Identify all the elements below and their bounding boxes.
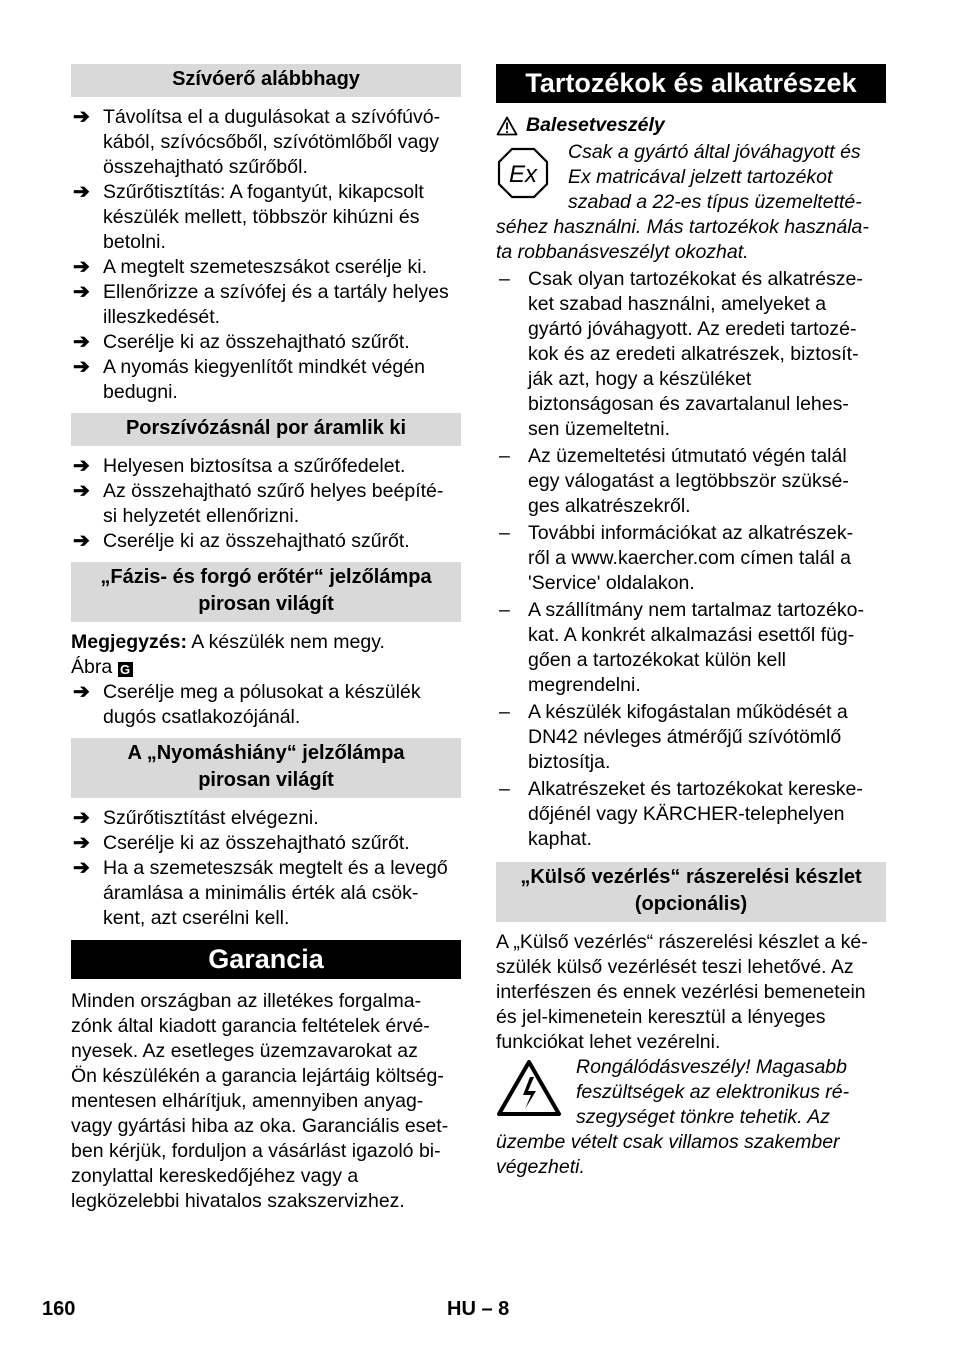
figure-prefix: Ábra	[71, 656, 118, 678]
list-item-line: dugós csatlakozójánál.	[103, 706, 301, 728]
list-item	[71, 105, 461, 180]
text-line: Csak a gyártó által jóváhagyott és	[568, 141, 861, 163]
list-item-line: egy válogatást a legtöbbször szüksé-	[528, 470, 849, 492]
list-item-line: kent, azt cserélni kell.	[103, 907, 290, 929]
language-page-indicator: HU – 8	[447, 1298, 510, 1320]
list-item-line: Szűrőtisztítást elvégezni.	[103, 807, 319, 829]
text-line: séhez használni. Más tartozékok használa-	[496, 216, 869, 238]
list-item-line: bedugni.	[103, 381, 178, 403]
dash-bullet: –	[499, 701, 510, 723]
warning-triangle-icon	[496, 116, 518, 136]
list-item-line: áramlása a minimális érték alá csök-	[103, 882, 419, 904]
list-item-line: Ellenőrizze a szívófej és a tartály helyes	[103, 281, 449, 303]
list-item-line: Szűrőtisztítás: A fogantyút, kikapcsolt	[103, 181, 424, 203]
list-item	[71, 255, 461, 280]
text-line: zónk által kiadott garancia feltételek érvé-	[71, 1015, 430, 1037]
dash-bullet: –	[499, 599, 510, 621]
heading-line: „Fázis- és forgó erőtér“ jelzőlámpa	[100, 566, 432, 588]
section-heading-phase-lamp	[71, 562, 461, 622]
dash-bullet: –	[499, 268, 510, 290]
list-item-line: A megtelt szemeteszsákot cserélje ki.	[103, 256, 428, 278]
list-item	[496, 777, 886, 852]
list-item-line: kából, szívócsőből, szívótömlőből vagy	[103, 131, 439, 153]
text-line: zonylattal kereskedőjéhez vagy a	[71, 1165, 359, 1187]
text-line: Rongálódásveszély! Magasabb	[576, 1056, 848, 1078]
figure-letter-badge: G	[118, 662, 133, 677]
list-item-line: Cserélje ki az összehajtható szűrőt.	[103, 530, 410, 552]
dust-list	[71, 454, 461, 554]
list-item-line: A szállítmány nem tartalmaz tartozéko-	[528, 599, 864, 621]
text-line: szegységet tönkre tehetik. Az	[576, 1106, 830, 1128]
text-line: szabad a 22-es típus üzemeltetté-	[568, 191, 862, 213]
note-label: Megjegyzés:	[71, 631, 187, 653]
heading-line: A „Nyomáshiány“ jelzőlámpa	[127, 742, 405, 764]
text-line: nyesek. Az esetleges üzemzavarokat az	[71, 1040, 418, 1062]
list-item-line: gyártó jóváhagyott. Az eredeti tartozé-	[528, 318, 857, 340]
damage-text-full	[496, 1130, 886, 1180]
dash-bullet: –	[499, 445, 510, 467]
arrow-right-icon: ➔	[73, 356, 90, 378]
list-item-line: DN42 névleges átmérőjű szívótömlő	[528, 726, 842, 748]
arrow-right-icon: ➔	[73, 256, 90, 278]
list-item-line: Ha a szemeteszsák megtelt és a levegő	[103, 857, 448, 879]
figure-reference	[71, 655, 461, 680]
list-item-line: biztonságosan és zavartalanul lehes-	[528, 393, 849, 415]
list-item	[71, 479, 461, 529]
list-item-line: kaphat.	[528, 828, 592, 850]
list-item	[496, 521, 886, 596]
text-line: Ex matricával jelzett tartozékot	[568, 166, 833, 188]
list-item-line: Az összehajtható szűrő helyes beépíté-	[103, 480, 444, 502]
list-item-line: A nyomás kiegyenlítőt mindkét végén	[103, 356, 425, 378]
list-item-line: illeszkedését.	[103, 306, 221, 328]
list-item	[71, 806, 461, 831]
arrow-right-icon: ➔	[73, 832, 90, 854]
left-column	[71, 64, 461, 1214]
arrow-right-icon: ➔	[73, 181, 90, 203]
list-item	[496, 700, 886, 775]
list-item-line: készülék mellett, többször kihúzni és	[103, 206, 420, 228]
list-item	[71, 831, 461, 856]
list-item-line: Cserélje meg a pólusokat a készülék	[103, 681, 421, 703]
list-item	[71, 355, 461, 405]
note-text: A készülék nem megy.	[186, 631, 385, 653]
text-line: és jel-kimenetein keresztül a lényeges	[496, 1006, 826, 1028]
dash-bullet: –	[499, 522, 510, 544]
ex-text-full	[496, 215, 886, 265]
list-item-line: Cserélje ki az összehajtható szűrőt.	[103, 832, 410, 854]
list-item-line: ről a www.kaercher.com címen talál a	[528, 547, 851, 569]
list-item-line: gően a tartozékokat külön kell	[528, 649, 786, 671]
heading-line: pirosan világít	[198, 593, 334, 615]
danger-label: Balesetveszély	[526, 114, 665, 136]
phase-list	[71, 680, 461, 730]
arrow-right-icon: ➔	[73, 281, 90, 303]
guarantee-paragraph	[71, 989, 461, 1214]
text-line: vagy gyártási hiba az oka. Garanciális eset-	[71, 1115, 449, 1137]
heading-line: (opcionális)	[634, 893, 748, 915]
list-item-line: biztosítja.	[528, 751, 611, 773]
danger-line	[496, 113, 886, 138]
heading-line: pirosan világít	[198, 769, 334, 791]
list-item-line: sen üzemeltetni.	[528, 418, 670, 440]
ex-text-wrapped	[568, 140, 886, 215]
list-item	[71, 680, 461, 730]
list-item-line: 'Service' oldalakon.	[528, 572, 695, 594]
list-item	[71, 180, 461, 255]
text-line: feszültségek az elektronikus ré-	[576, 1081, 850, 1103]
arrow-right-icon: ➔	[73, 530, 90, 552]
section-heading-guarantee: Garancia	[71, 940, 461, 979]
list-item-line: si helyzetét ellenőrizni.	[103, 505, 300, 527]
heading-line: „Külső vezérlés“ rászerelési készlet	[520, 866, 862, 888]
section-heading-external-control	[496, 862, 886, 922]
list-item-line: megrendelni.	[528, 674, 641, 696]
damage-warning-block	[496, 1055, 886, 1180]
text-line: ta robbanásveszélyt okozhat.	[496, 241, 749, 263]
text-line: végezheti.	[496, 1156, 585, 1178]
list-item-line: Cserélje ki az összehajtható szűrőt.	[103, 331, 410, 353]
list-item-line: ges alkatrészekről.	[528, 495, 691, 517]
list-item-line: dőjénél vagy KÄRCHER-telephelyen	[528, 803, 845, 825]
list-item-line: A készülék kifogástalan működését a	[528, 701, 848, 723]
section-heading-accessories: Tartozékok és alkatrészek	[496, 64, 886, 103]
list-item-line: További információkat az alkatrészek-	[528, 522, 854, 544]
list-item-line: összehajtható szűrőből.	[103, 156, 308, 178]
text-line: mentesen elhárítjuk, amennyiben anyag-	[71, 1090, 424, 1112]
arrow-right-icon: ➔	[73, 331, 90, 353]
text-line: szülék külső vezérlését teszi lehetővé. Az	[496, 956, 854, 978]
text-line: A „Külső vezérlés“ rászerelési készlet a ké-	[496, 931, 868, 953]
page-number: 160	[42, 1298, 76, 1320]
list-item-line: Helyesen biztosítsa a szűrőfedelet.	[103, 455, 406, 477]
arrow-right-icon: ➔	[73, 106, 90, 128]
external-control-paragraph	[496, 930, 886, 1055]
list-item-line: Távolítsa el a dugulásokat a szívófúvó-	[103, 106, 441, 128]
list-item	[71, 330, 461, 355]
list-item	[496, 444, 886, 519]
list-item-line: Az üzemeltetési útmutató végén talál	[528, 445, 847, 467]
arrow-right-icon: ➔	[73, 455, 90, 477]
list-item	[71, 856, 461, 931]
high-voltage-icon	[496, 1059, 562, 1117]
arrow-right-icon: ➔	[73, 681, 90, 703]
text-line: funkciókat lehet vezérelni.	[496, 1031, 721, 1053]
text-line: Minden országban az illetékes forgalma-	[71, 990, 422, 1012]
ex-warning-block	[496, 140, 886, 265]
section-heading-pressure-lamp	[71, 738, 461, 798]
right-column	[496, 64, 886, 1180]
section-heading-dust: Porszívózásnál por áramlik ki	[71, 413, 461, 446]
list-item	[496, 267, 886, 442]
list-item	[496, 598, 886, 698]
arrow-right-icon: ➔	[73, 480, 90, 502]
ex-icon-label: Ex	[508, 161, 538, 188]
ex-explosion-protection-icon	[496, 146, 550, 200]
dash-bullet: –	[499, 778, 510, 800]
list-item-line: Alkatrészeket és tartozékokat kereske-	[528, 778, 863, 800]
list-item-line: ják azt, hogy a készüléket	[528, 368, 752, 390]
text-line: interfészen és ennek vezérlési bemenetein	[496, 981, 866, 1003]
list-item-line: betolni.	[103, 231, 166, 253]
arrow-right-icon: ➔	[73, 857, 90, 879]
list-item-line: kat. A konkrét alkalmazási esettől füg-	[528, 624, 855, 646]
accessories-list	[496, 267, 886, 852]
list-item-line: ket szabad használni, amelyeket a	[528, 293, 827, 315]
list-item	[71, 529, 461, 554]
section-heading-suction: Szívóerő alábbhagy	[71, 64, 461, 97]
list-item-line: Csak olyan tartozékokat és alkatrésze-	[528, 268, 863, 290]
text-line: üzembe vételt csak villamos szakember	[496, 1131, 840, 1153]
list-item	[71, 454, 461, 479]
list-item	[71, 280, 461, 330]
suction-list	[71, 105, 461, 405]
list-item-line: kok és az eredeti alkatrészek, biztosít-	[528, 343, 859, 365]
pressure-list	[71, 806, 461, 931]
text-line: Ön készülékén a garancia lejártáig költség-	[71, 1065, 444, 1087]
text-line: ben kérjük, forduljon a vásárlást igazoló bi-	[71, 1140, 441, 1162]
arrow-right-icon: ➔	[73, 807, 90, 829]
text-line: legközelebbi hivatalos szakszervizhez.	[71, 1190, 405, 1212]
note-paragraph	[71, 630, 461, 655]
